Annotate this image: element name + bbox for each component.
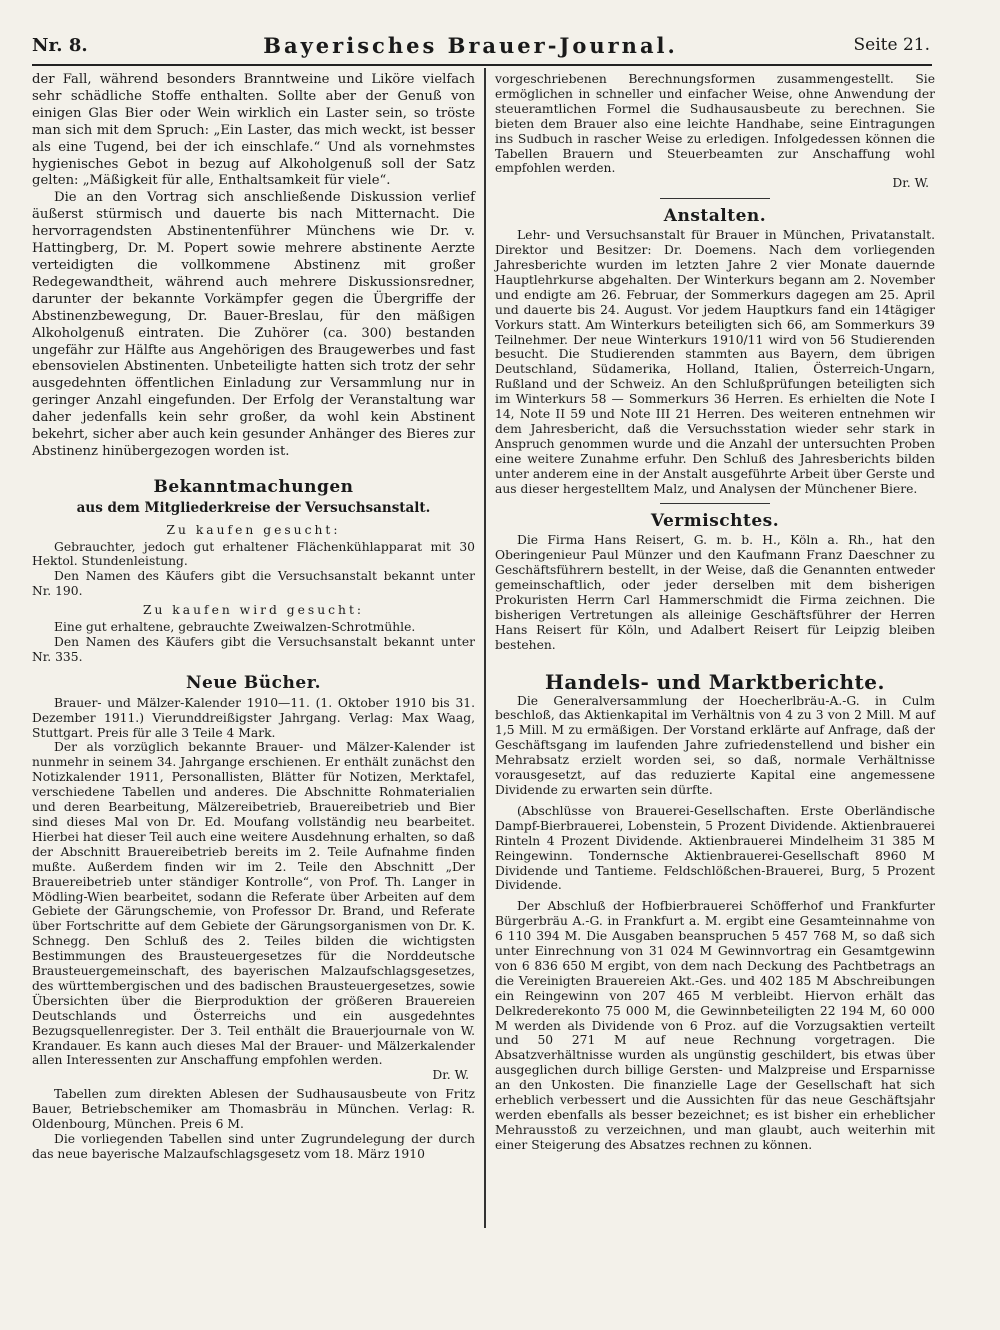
issue-number: Nr. 8. — [32, 34, 88, 56]
wanted-heading-1: Zu kaufen gesucht: — [166, 522, 341, 537]
wanted-heading-2: Zu kaufen wird gesucht: — [142, 603, 365, 618]
column-divider — [484, 68, 486, 1228]
article-paragraph: Die an den Vortrag sich anschließende Diskussion verlief äußerst stürmisch und dauerte bis nach Mitternacht. Die hervorragendsten Abstinentenführer Münchens wie Dr. v. Hattingberg, Dr. M. Popert sowie mehrere abstinente Aerzte verteidigten die vollkommene Abstinenz mit großer Redegewandtheit, während auch mehrere Diskussionsredner, darunter der bekannte Vorkämpfer gegen die Übergriffe der Abstinenzbewegung, Dr. Bauer-Breslau, für den mäßigen Alkoholgenuß eintraten. Die Zuhörer (ca. 300) bestanden ungefähr zur Hälfte aus Angehörigen des Braugewerbes und fast ebensovielen Abstinenten. Unbeteiligte hatten sich trotz der sehr ausgedehnten öffentlichen Einladung zur Versammlung nur in geringer Anzahl eingefunden. Der Erfolg der Veranstaltung war daher jedenfalls kein sehr großer, da wohl kein Abstinent bekehrt, sicher aber auch kein gesunder Anhänger des Bieres zur Abstinenz hinübergezogen worden ist. — [32, 190, 475, 459]
new-books-heading: Neue Bücher. — [185, 672, 322, 693]
book-review-title-2: Tabellen zum direkten Ablesen der Sudhausausbeute von Fritz Bauer, Betriebschemiker am Thomasbräu in München. Verlag: R. Oldenbourg, München. Preis 6 M. — [32, 1087, 475, 1132]
journal-title: Bayerisches Brauer-Journal. — [263, 32, 678, 58]
wanted-note-2: Den Namen des Käufers gibt die Versuchsanstalt bekannt unter Nr. 335. — [32, 635, 475, 664]
book-review-text-1: Der als vorzüglich bekannte Brauer- und Mälzer-Kalender ist nunmehr in seinem 34. Jahrgange erschienen. Er enthält zunächst den Notizkalender 1911, Personallisten, Blätter für Notizen, Merktafel, verschiedene Tabellen und anderes. Die Abschnitte Rohmaterialien und deren Bearbeitung, Mälzereibetrieb, Brauereibetrieb und Bier sind dieses Mal von Dr. Ed. Moufang vollständig neu bearbeitet. Hierbei hat dieser Teil auch eine weitere Ausdehnung erhalten, so daß der Abschnitt Brauereibetrieb bereits im 2. Teile Aufnahme finden mußte. Außerdem finden wir im 2. Teile den Abschnitt „Der Brauereibetrieb unter ständiger Kontrolle“, von Prof. Th. Langer in Mödling-Wien bearbeitet, sodann die Referate über Arbeiten auf dem Gebiete der Gärungschemie, von Professor Dr. Brand, und Referate über Fortschritte auf dem Gebiete der Gärungsorganismen von Dr. K. Schnegg. Den Schluß des 2. Teiles bilden die wichtigsten Bestimmungen des Brausteuergesetzes für die Norddeutsche Brausteuergemeinschaft, des bayerischen Malzaufschlagsgesetzes, des württembergischen und des badischen Brausteuergesetzes, sowie Übersichten über die Bierproduktion der größeren Brauereien Deutschlands und Österreichs und ein ausgedehntes Bezugsquellenregister. Der 3. Teil enthält die Brauerjournale von W. Krandauer. Es kann auch dieses Mal der Brauer- und Mälzerkalender allen Interessenten zur Anschaffung empfohlen werden. — [32, 740, 475, 1068]
trade-report-3: Der Abschluß der Hofbierbrauerei Schöfferhof und Frankfurter Bürgerbräu A.-G. in Frankfurt a. M. ergibt eine Gesamteinnahme von 6 110 394 M. Die Ausgaben beanspruchen 5 457 768 M, so daß sich unter Einrechnung von 31 024 M Gewinnvortrag ein Gesamtgewinn von 6 836 650 M ergibt, von dem nach Deckung des Pachtbetrags an die Vereinigten Brauereien Akt.-Ges. und 402 185 M Abschreibungen ein Reingewinn von 207 465 M verbleibt. Hiervon erhält das Delkrederekonto 75 000 M, die Gewinnbeteiligten 22 194 M, 60 000 M werden als Dividende von 6 Proz. auf die Vorzugsaktien verteilt und 50 271 M auf neue Rechnung vorgetragen. Die Absatzverhältnisse wurden als ungünstig geschildert, bis etwas über ausgeglichen durch billige Gersten- und Malzpreise und Ersparnisse an den Unkosten. Die finanzielle Lage der Gesellschaft hat sich erheblich verbessert und die Aussichten für das neue Geschäftsjahr werden ebenfalls als besser bezeichnet; es ist bisher ein erheblicher Mehrausstoß zu verzeichnen, und man glaubt, auch weiterhin mit einer Steigerung des Absatzes rechnen zu können. — [495, 899, 935, 1152]
left-column — [32, 72, 475, 1162]
announcements-heading: Bekanntmachungen — [153, 476, 354, 497]
announcements-subheading: aus dem Mitgliederkreise der Versuchsanstalt. — [76, 499, 431, 516]
trade-report-2: (Abschlüsse von Brauerei-Gesellschaften. Erste Oberländische Dampf-Bierbrauerei, Lobenstein, 5 Prozent Dividende. Aktienbrauerei Rinteln 4 Prozent Dividende. Aktienbrauerei Mindelheim 31 385 M Reingewinn. Tondernsche Aktienbrauerei-Gesellschaft 8960 M Dividende und Tantieme. Feldschlößchen-Brauerei, Burg, 5 Prozent Dividende. — [495, 803, 935, 893]
wanted-text-2: Eine gut erhaltene, gebrauchte Zweiwalzen-Schrotmühle. — [54, 620, 416, 635]
review-signature-2: Dr. W. — [892, 176, 929, 191]
wanted-note-1: Den Namen des Käufers gibt die Versuchsanstalt bekannt unter Nr. 190. — [32, 569, 475, 599]
review-signature-1: Dr. W. — [432, 1068, 469, 1083]
section-rule — [660, 198, 770, 199]
book-review-continuation: vorgeschriebenen Berechnungsformen zusammengestellt. Sie ermöglichen in schneller und einfacher Weise, ohne Anwendung der steueramtlichen Formel die Sudhausausbeute zu berechnen. Sie bieten dem Brauer also eine leichte Handhabe, seine Eintragungen ins Sudbuch in rascher Weise zu erledigen. Infolgedessen können die Tabellen Brauern und Steuerbeamten zur Anschaffung wohl empfohlen werden. — [495, 72, 935, 176]
book-review-title-1: Brauer- und Mälzer-Kalender 1910—11. (1. Oktober 1910 bis 31. Dezember 1911.) Vierunddreißigster Jahrgang. Verlag: Max Waag, Stuttgart. Preis für alle 3 Teile 4 Mark. — [32, 695, 475, 740]
section-rule — [660, 503, 770, 504]
page-header — [32, 28, 930, 62]
miscellaneous-text: Die Firma Hans Reisert, G. m. b. H., Köln a. Rh., hat den Oberingenieur Paul Münzer und den Kaufmann Franz Daeschner zu Geschäftsführern bestellt, in der Weise, daß die Genannten entweder gemeinschaftlich, oder jeder derselben mit dem bisherigen Prokuristen Herrn Carl Hammerschmidt die Firma zeichnen. Die bisherigen Vertretungen als alleinige Geschäftsführer der Herren Hans Reisert für Köln, und Adalbert Reisert für Leipzig bleiben bestehen. — [495, 533, 935, 652]
trade-report-1: Die Generalversammlung der Hoecherlbräu-A.-G. in Culm beschloß, das Aktienkapital im Verhältnis von 4 zu 3 von 2 Mill. M auf 1,5 Mill. M zu ermäßigen. Der Vorstand erklärte auf Anfrage, daß der Geschäftsgang im laufenden Jahre zufriedenstellend und bisher ein Mehrabsatz erzielt worden sei, so daß, normale Verhältnisse vorausgesetzt, auf das reduzierte Kapital eine angemessene Dividende zu erwarten sein dürfte. — [495, 693, 935, 797]
trade-reports-heading: Handels- und Marktberichte. — [545, 669, 885, 694]
institutes-text: Lehr- und Versuchsanstalt für Brauer in München, Privatanstalt. Direktor und Besitzer: Dr. Doemens. Nach dem vorliegenden Jahresberichte wurden im letzten Jahre 2 vier Monate dauernde Hauptlehrkurse abgehalten. Der Winterkurs begann am 2. November und endigte am 26. Februar, der Sommerkurs dagegen am 25. April und dauerte bis 24. August. Vor jedem Hauptkurs fand ein 14tägiger Vorkurs statt. Am Winterkurs beteiligten sich 66, am Sommerkurs 39 Teilnehmer. Der neue Winterkurs 1910/11 wird von 56 Studierenden besucht. Die Studierenden stammten aus Bayern, dem übrigen Deutschland, Südamerika, Holland, Italien, Österreich-Ungarn, Rußland und der Schweiz. An den Schlußprüfungen beteiligten sich im Winterkurs 58 — Sommerkurs 36 Herren. Es erhielten die Note I 14, Note II 59 und Note III 21 Herren. Des weiteren entnehmen wir dem Jahresbericht, daß die Versuchsstation wieder sehr stark in Anspruch genommen wurde und die Anzahl der untersuchten Proben eine weitere Zunahme erfuhr. Den Schluß des Jahresberichts bilden unter anderem eine in der Anstalt ausgeführte Arbeit über Gerste und aus dieser hergestelltem Malz, und Analysen der Münchener Biere. — [495, 228, 935, 496]
right-column — [495, 72, 935, 1153]
book-review-text-2: Die vorliegenden Tabellen sind unter Zugrundelegung der durch das neue bayerische Malzaufschlagsgesetz vom 18. März 1910 — [32, 1132, 475, 1161]
page-number: Seite 21. — [853, 35, 930, 55]
header-rule — [32, 64, 932, 66]
article-continuation: der Fall, während besonders Branntweine und Liköre vielfach sehr schädliche Stoffe enthalten. Sollte aber der Genuß von einigen Glas Bier oder Wein wirklich ein Laster sein, so tröste man sich mit dem Spruch: „Ein Laster, das mich weckt, ist besser als eine Tugend, bei der ich einschlafe.“ Und als vornehmstes hygienisches Gebot in bezug auf Alkoholgenuß soll der Satz gelten: „Mäßigkeit für alle, Enthaltsamkeit für viele“. — [32, 72, 475, 189]
miscellaneous-heading: Vermischtes. — [650, 511, 780, 532]
wanted-text-1: Gebrauchter, jedoch gut erhaltener Flächenkühlapparat mit 30 Hektol. Stundenleistung. — [32, 539, 475, 569]
institutes-heading: Anstalten. — [663, 206, 767, 227]
